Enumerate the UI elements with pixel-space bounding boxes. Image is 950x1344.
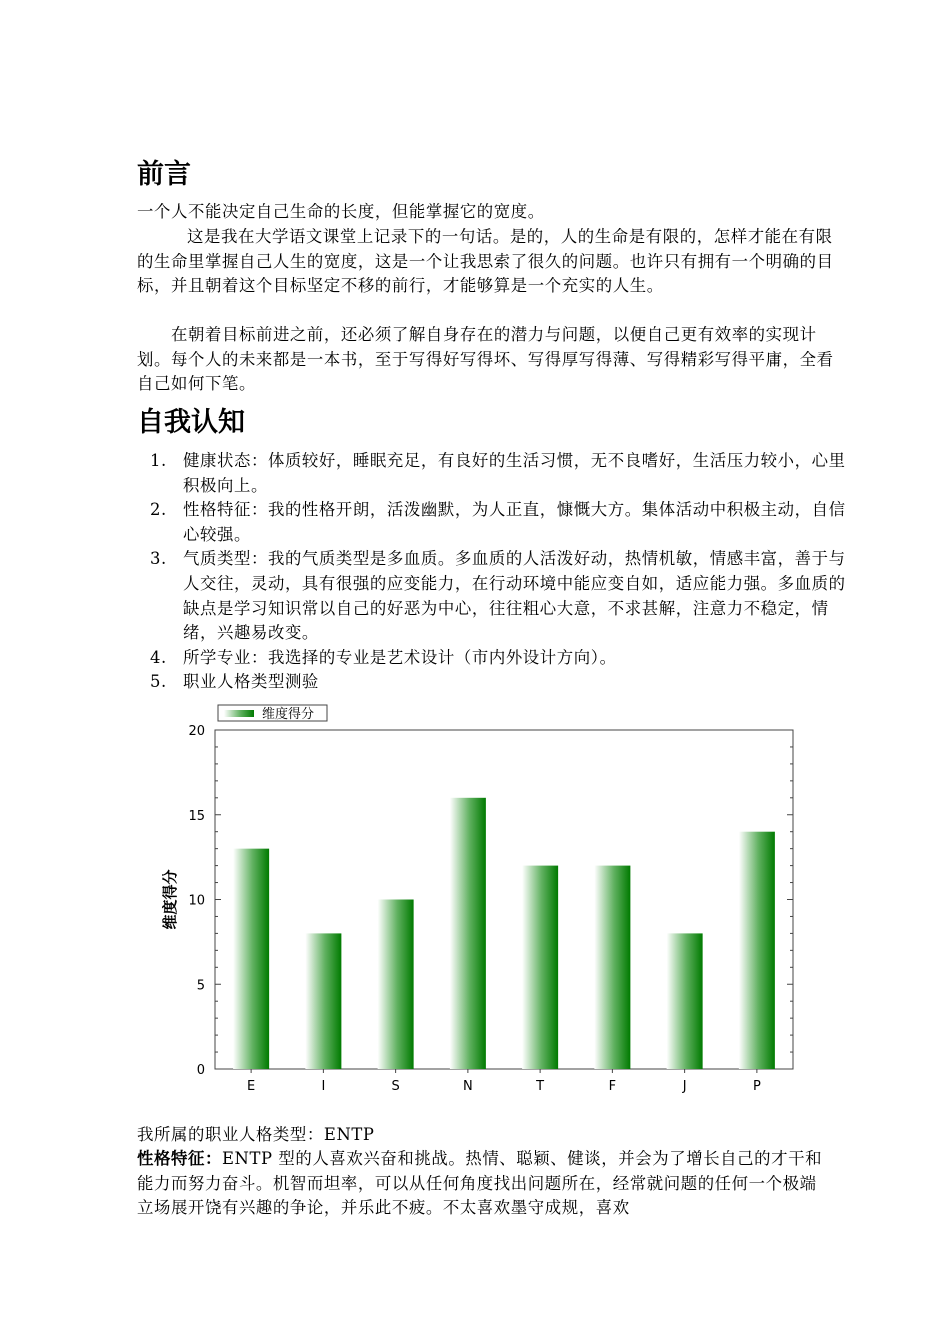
list-number: 5. <box>150 672 167 692</box>
bar-S <box>378 900 414 1070</box>
bar-P <box>739 832 775 1069</box>
y-tick-label: 5 <box>196 978 205 994</box>
list-item <box>150 498 850 547</box>
list-item <box>150 449 850 498</box>
bar-J <box>667 933 703 1069</box>
self-awareness-heading: 自我认知 <box>137 407 245 438</box>
trait-label: 性格特征： <box>137 1149 222 1168</box>
bar-F <box>594 866 630 1069</box>
trait-text: ENTP 型的人喜欢兴奋和挑战。热情、聪颖、健谈，并会为了增长自己的才干和能力而努力奋斗。机智而坦率，可以从任何角度找出问题所在，经常就问题的任何一个极端立场展开饶有兴趣的争论，并乐此不疲。不太喜欢墨守成规，喜欢 <box>137 1149 823 1217</box>
x-tick-label: N <box>463 1079 473 1094</box>
x-tick-label: F <box>608 1079 617 1094</box>
legend-label: 维度得分 <box>262 707 315 722</box>
x-tick-label: T <box>536 1079 545 1094</box>
dimension-score-chart <box>150 700 810 1105</box>
list-item <box>150 646 850 671</box>
x-tick-label: J <box>682 1079 687 1094</box>
personality-type-line: 我所属的职业人格类型：ENTP <box>137 1125 375 1144</box>
x-tick-label: E <box>247 1079 256 1094</box>
list-text: 性格特征：我的性格开朗，活泼幽默，为人正直，慷慨大方。集体活动中积极主动，自信心较强。 <box>183 500 846 544</box>
x-tick-label: I <box>321 1079 326 1094</box>
bar-I <box>305 933 341 1069</box>
list-number: 1. <box>150 451 167 470</box>
y-tick-label: 10 <box>188 893 205 909</box>
y-tick-label: 15 <box>188 808 205 824</box>
y-axis-label: 维度得分 <box>161 869 179 930</box>
bar-T <box>522 866 558 1069</box>
list-item <box>150 670 850 695</box>
bar-E <box>233 849 269 1069</box>
list-text: 气质类型：我的气质类型是多血质。多血质的人活泼好动，热情机敏，情感丰富，善于与人交往，灵动，具有很强的应变能力，在行动环境中能应变自如，适应能力强。多血质的缺点是学习知识常以自己的好恶为中心，往往粗心大意，不求甚解，注意力不稳定，情绪，兴趣易改变。 <box>183 549 846 643</box>
x-tick-label: S <box>391 1079 400 1094</box>
list-number: 4. <box>150 647 167 667</box>
list-text: 所学专业：我选择的专业是艺术设计（市内外设计方向）。 <box>183 647 617 667</box>
y-tick-label: 0 <box>196 1063 205 1078</box>
list-text: 职业人格类型测验 <box>183 672 319 692</box>
x-tick-label: P <box>752 1079 761 1094</box>
preface-paragraph-2: 在朝着目标前进之前，还必须了解自身存在的潜力与问题，以便自己更有效率的实现计划。每个人的未来都是一本书，至于写得好写得坏、写得厚写得薄、写得精彩写得平庸，全看自己如何下笔。 <box>137 325 834 393</box>
preface-heading: 前言 <box>137 159 191 190</box>
personality-trait-paragraph <box>137 1147 832 1221</box>
list-item <box>150 547 850 645</box>
self-awareness-list <box>150 449 850 695</box>
preface-paragraph-1: 这是我在大学语文课堂上记录下的一句话。是的，人的生命是有限的，怎样才能在有限的生命里掌握自己人生的宽度，这是一个让我思索了很久的问题。也许只有拥有一个明确的目标，并且朝着这个目标坚定不移的前行，才能够算是一个充实的人生。 <box>137 227 834 295</box>
y-tick-label: 20 <box>188 724 205 739</box>
legend-swatch <box>224 710 254 717</box>
list-number: 3. <box>150 549 167 569</box>
list-number: 2. <box>150 500 167 520</box>
preface-quote: 一个人不能决定自己生命的长度，但能掌握它的宽度。 <box>137 202 545 221</box>
plot-frame <box>215 730 793 1069</box>
plot-area <box>161 705 793 1094</box>
list-text: 健康状态：体质较好，睡眠充足，有良好的生活习惯，无不良嗜好，生活压力较小，心里积极向上。 <box>183 451 846 495</box>
bar-N <box>450 798 486 1069</box>
